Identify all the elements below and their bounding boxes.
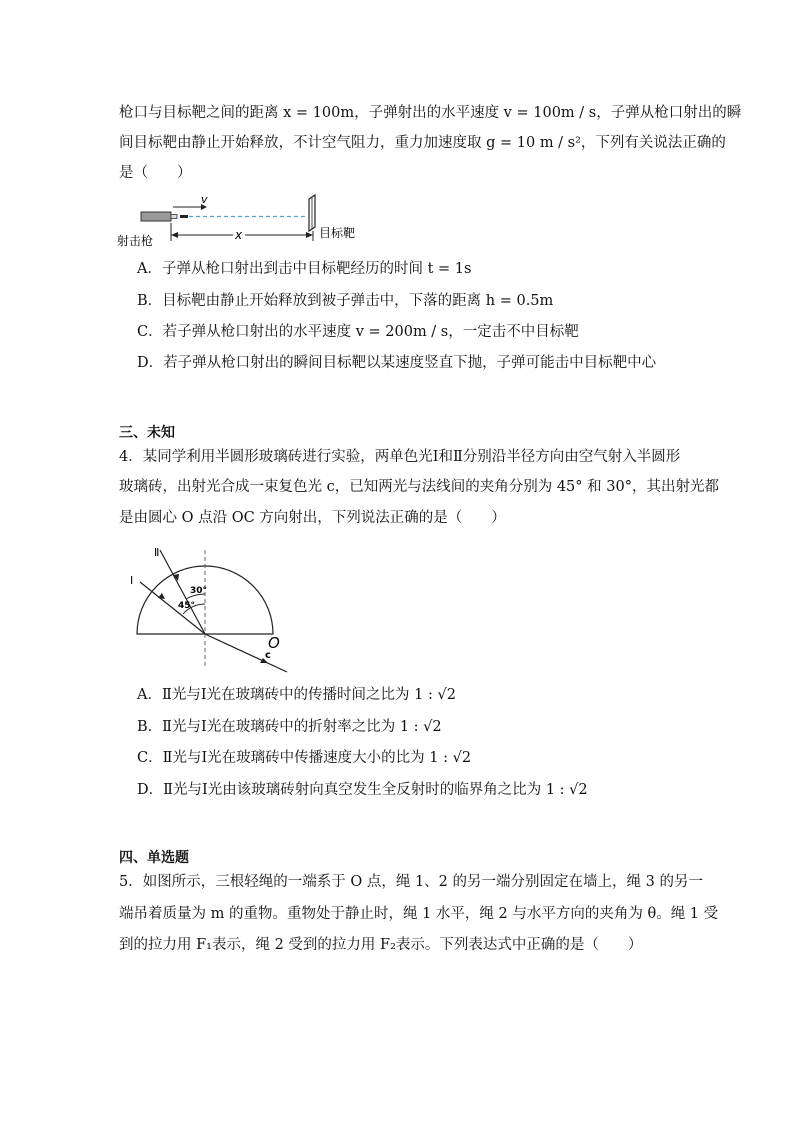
q4-option-b: B．Ⅱ光与Ⅰ光在玻璃砖中的折射率之比为 1 : √2 [137,719,442,735]
q4-text-line-3: 是由圆心 O 点沿 OC 方向射出，下列说法正确的是（ ） [119,510,506,526]
q4-option-c: C．Ⅱ光与Ⅰ光在玻璃砖中传播速度大小的比为 1 : √2 [137,750,472,766]
gun-label: 射击枪 [117,234,154,248]
q3-text-line-1: 枪口与目标靶之间的距离 x = 100m，子弹射出的水平速度 v = 100m / s，子弹从枪口射出的瞬 [119,105,742,121]
q3-text-line-3: 是（ ） [119,165,192,181]
ray-c-label: c [265,650,271,661]
distance-arrow-left [171,232,178,238]
q5-text-line-3: 到的拉力用 F₁表示，绳 2 受到的拉力用 F₂表示。下列表达式中正确的是（ ） [119,937,643,953]
q5-text-line-2: 端吊着质量为 m 的重物。重物处于静止时，绳 1 水平，绳 2 与水平方向的夹角为 θ。绳 1 受 [119,906,719,922]
x-label: x [235,228,243,242]
q4-text-line-2: 玻璃砖，出射光合成一束复色光 c，已知两光与法线间的夹角分别为 45° 和 30°，其出射光都 [119,479,719,495]
q5-text-line-1: 5．如图所示，三根轻绳的一端系于 O 点，绳 1、2 的另一端分别固定在墙上，绳 3 的另一 [119,874,703,890]
q3-option-b: B．目标靶由静止开始释放到被子弹击中，下落的距离 h = 0.5m [137,293,554,309]
q3-option-d: D．若子弹从枪口射出的瞬间目标靶以某速度竖直下抛，子弹可能击中目标靶中心 [137,355,657,371]
q4-option-d: D．Ⅱ光与Ⅰ光由该玻璃砖射向真空发生全反射时的临界角之比为 1 : √2 [137,782,588,798]
section-heading-unknown: 三、未知 [119,425,175,441]
center-o-label: O [268,634,280,652]
angle-30-label: 30° [190,586,208,596]
q3-figure-gun-target [115,193,375,249]
q4-figure-semicircle-glass [122,542,297,678]
q4-option-a: A．Ⅱ光与Ⅰ光在玻璃砖中的传播时间之比为 1 : √2 [137,687,456,703]
gun-shape [141,212,171,221]
q3-option-c: C．若子弹从枪口射出的水平速度 v = 200m / s，一定击不中目标靶 [137,324,579,340]
ray-1-label: Ⅰ [130,574,134,587]
gun-barrel [171,215,177,219]
q4-text-line-1: 4．某同学利用半圆形玻璃砖进行实验，两单色光Ⅰ和Ⅱ分别沿半径方向由空气射入半圆形 [119,449,681,465]
target-label: 目标靶 [319,226,356,240]
v-label: v [201,193,208,206]
angle-45-label: 45° [178,601,196,611]
distance-arrow-right [306,232,313,238]
ray-1-arrowhead [158,593,165,599]
ray-2-label: Ⅱ [154,546,160,559]
q3-option-a: A．子弹从枪口射出到击中目标靶经历的时间 t = 1s [137,261,472,277]
bullet-shape [180,215,188,218]
section-heading-single-choice: 四、单选题 [119,850,189,866]
q3-text-line-2: 间目标靶由静止开始释放，不计空气阻力，重力加速度取 g = 10 m / s²，下列有关说法正确的 [119,135,726,151]
